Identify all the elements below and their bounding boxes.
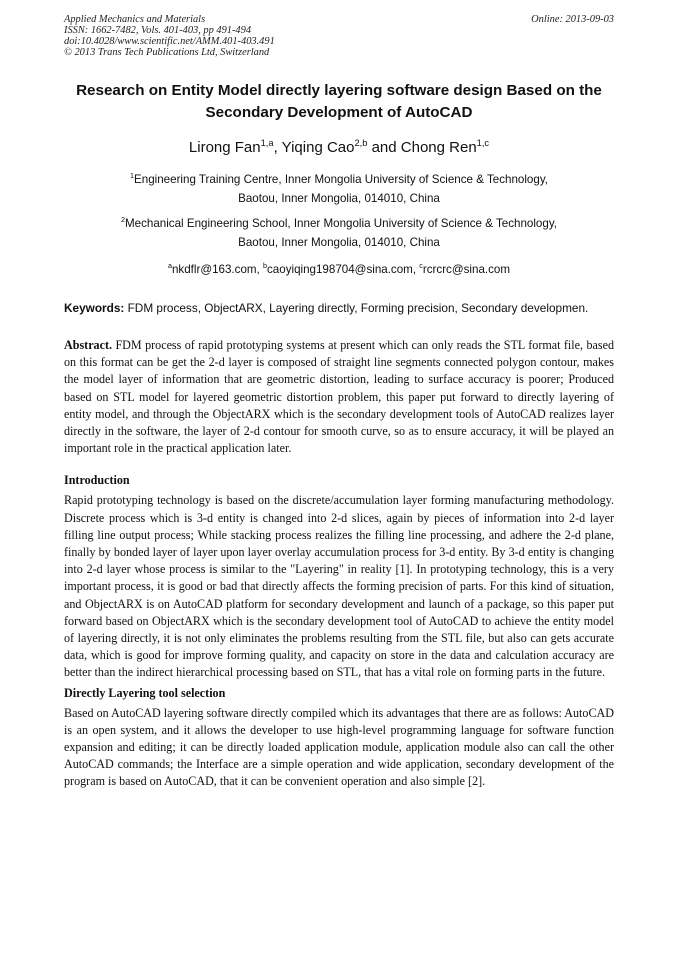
author-separator: , <box>273 139 282 156</box>
issn-line: ISSN: 1662-7482, Vols. 401-403, pp 491-494 <box>64 25 252 36</box>
author-name: Yiqing Cao <box>281 139 355 156</box>
email-mark: b <box>263 261 267 271</box>
keywords-label: Keywords: <box>64 301 125 315</box>
section-heading-introduction: Introduction <box>64 473 130 488</box>
section-paragraph-tool-selection: Based on AutoCAD layering software directly compiled which its advantages that there are as follows: AutoCAD is an open system, and it allows the developer to use high-level programming language for software function expansion and editing; it can be directly loaded application module, application module also can call the other AutoCAD commands; the Interface are a simple operation and wide application, secondary development of the program is based on AutoCAD, that it can be convenient operation and also simple [2]. <box>64 705 614 789</box>
copyright-line: © 2013 Trans Tech Publications Ltd, Switzerland <box>64 47 270 58</box>
author-affiliation-mark: 1,c <box>476 138 490 148</box>
affiliation-line: Baotou, Inner Mongolia, 014010, China <box>238 192 440 205</box>
author-affiliation-mark: 1,a <box>260 138 274 148</box>
affiliation-2 <box>64 214 614 252</box>
email-mark: a <box>167 261 172 271</box>
email-mark: c <box>419 261 423 271</box>
abstract-block <box>64 337 614 457</box>
keywords-text: FDM process, ObjectARX, Layering directly, Forming precision, Secondary developmen. <box>124 301 589 315</box>
author-separator: and <box>367 139 401 156</box>
author-list <box>64 138 614 158</box>
journal-name: Applied Mechanics and Materials <box>64 14 206 25</box>
section-paragraph-introduction: Rapid prototyping technology is based on the discrete/accumulation layer forming manufacturing methodology. Discrete process which is 3-d entity is changed into 2-d slices, again by pieces of information into 2-d layer filling line output process; While stacking process realizes the filling line processing, and adhere the 2-d plane, finally by bonded layer of layer upon layer overlay accumulation process for 3-d entity. By 3-d entity is changing into 2-d layer whose process is similar to the "Layering" in reality [1]. In prototyping technology, this is a very important process, it is good or bad that directly affects the forming precision of parts. For this kind of situation, and ObjectARX is on AutoCAD platform for secondary development and launch of a package, so this paper put forward based on ObjectARX which is the secondary development tool of AutoCAD to achieve the entity model of layering directly, it is not only eliminates the problems resulting from the STL file, but also can gets accurate data, which is good for improve forming quality, and capacity on store in the data and calculation accuracy are better than the indirect hierarchical processing based on STL, that has a vital role on forming parts in the future. <box>64 493 614 680</box>
online-date: Online: 2013-09-03 <box>531 14 614 25</box>
journal-header <box>64 14 614 58</box>
author-emails <box>64 261 614 279</box>
abstract-text: FDM process of rapid prototyping systems at present which can only reads the STL format file, based on this format can be get the 2-d layer is composed of straight line segments connected polygon contour, makes the model layer of information that are geometric distortion, leading to surface accuracy is poorer; Produced based on STL model for layered geometric distortion problem, this paper put forward to directly layering of entity model, and through the ObjectARX which is the secondary development tools of AutoCAD realizes layer directly in the software, the layer of 2-d contour for smooth curve, so as to ensure accuracy, it will be played an important role in the practical application later. <box>64 338 614 456</box>
keywords-block <box>64 299 614 317</box>
email-address[interactable]: rcrcrc@sina.com <box>422 263 511 276</box>
email-address[interactable]: nkdflr@163.com, <box>171 263 263 276</box>
author-name: Lirong Fan <box>188 139 261 156</box>
doi-line[interactable]: doi:10.4028/www.scientific.net/AMM.401-403.491 <box>64 36 275 47</box>
paper-page <box>64 14 614 791</box>
affiliation-line: Mechanical Engineering School, Inner Mongolia University of Science & Technology, <box>124 217 557 230</box>
affiliation-mark: 1 <box>130 171 135 181</box>
paper-title: Research on Entity Model directly layering software design Based on the Secondary Development of AutoCAD <box>76 82 602 121</box>
email-address[interactable]: caoyiqing198704@sina.com, <box>267 263 420 276</box>
affiliation-1 <box>64 170 614 208</box>
affiliation-line: Engineering Training Centre, Inner Mongolia University of Science & Technology, <box>134 173 548 186</box>
affiliation-mark: 2 <box>120 215 125 225</box>
author-name: Chong Ren <box>400 139 477 156</box>
abstract-label: Abstract. <box>64 338 113 352</box>
author-affiliation-mark: 2,b <box>354 138 368 148</box>
affiliation-line: Baotou, Inner Mongolia, 014010, China <box>238 236 440 249</box>
section-heading-tool-selection: Directly Layering tool selection <box>64 685 226 700</box>
